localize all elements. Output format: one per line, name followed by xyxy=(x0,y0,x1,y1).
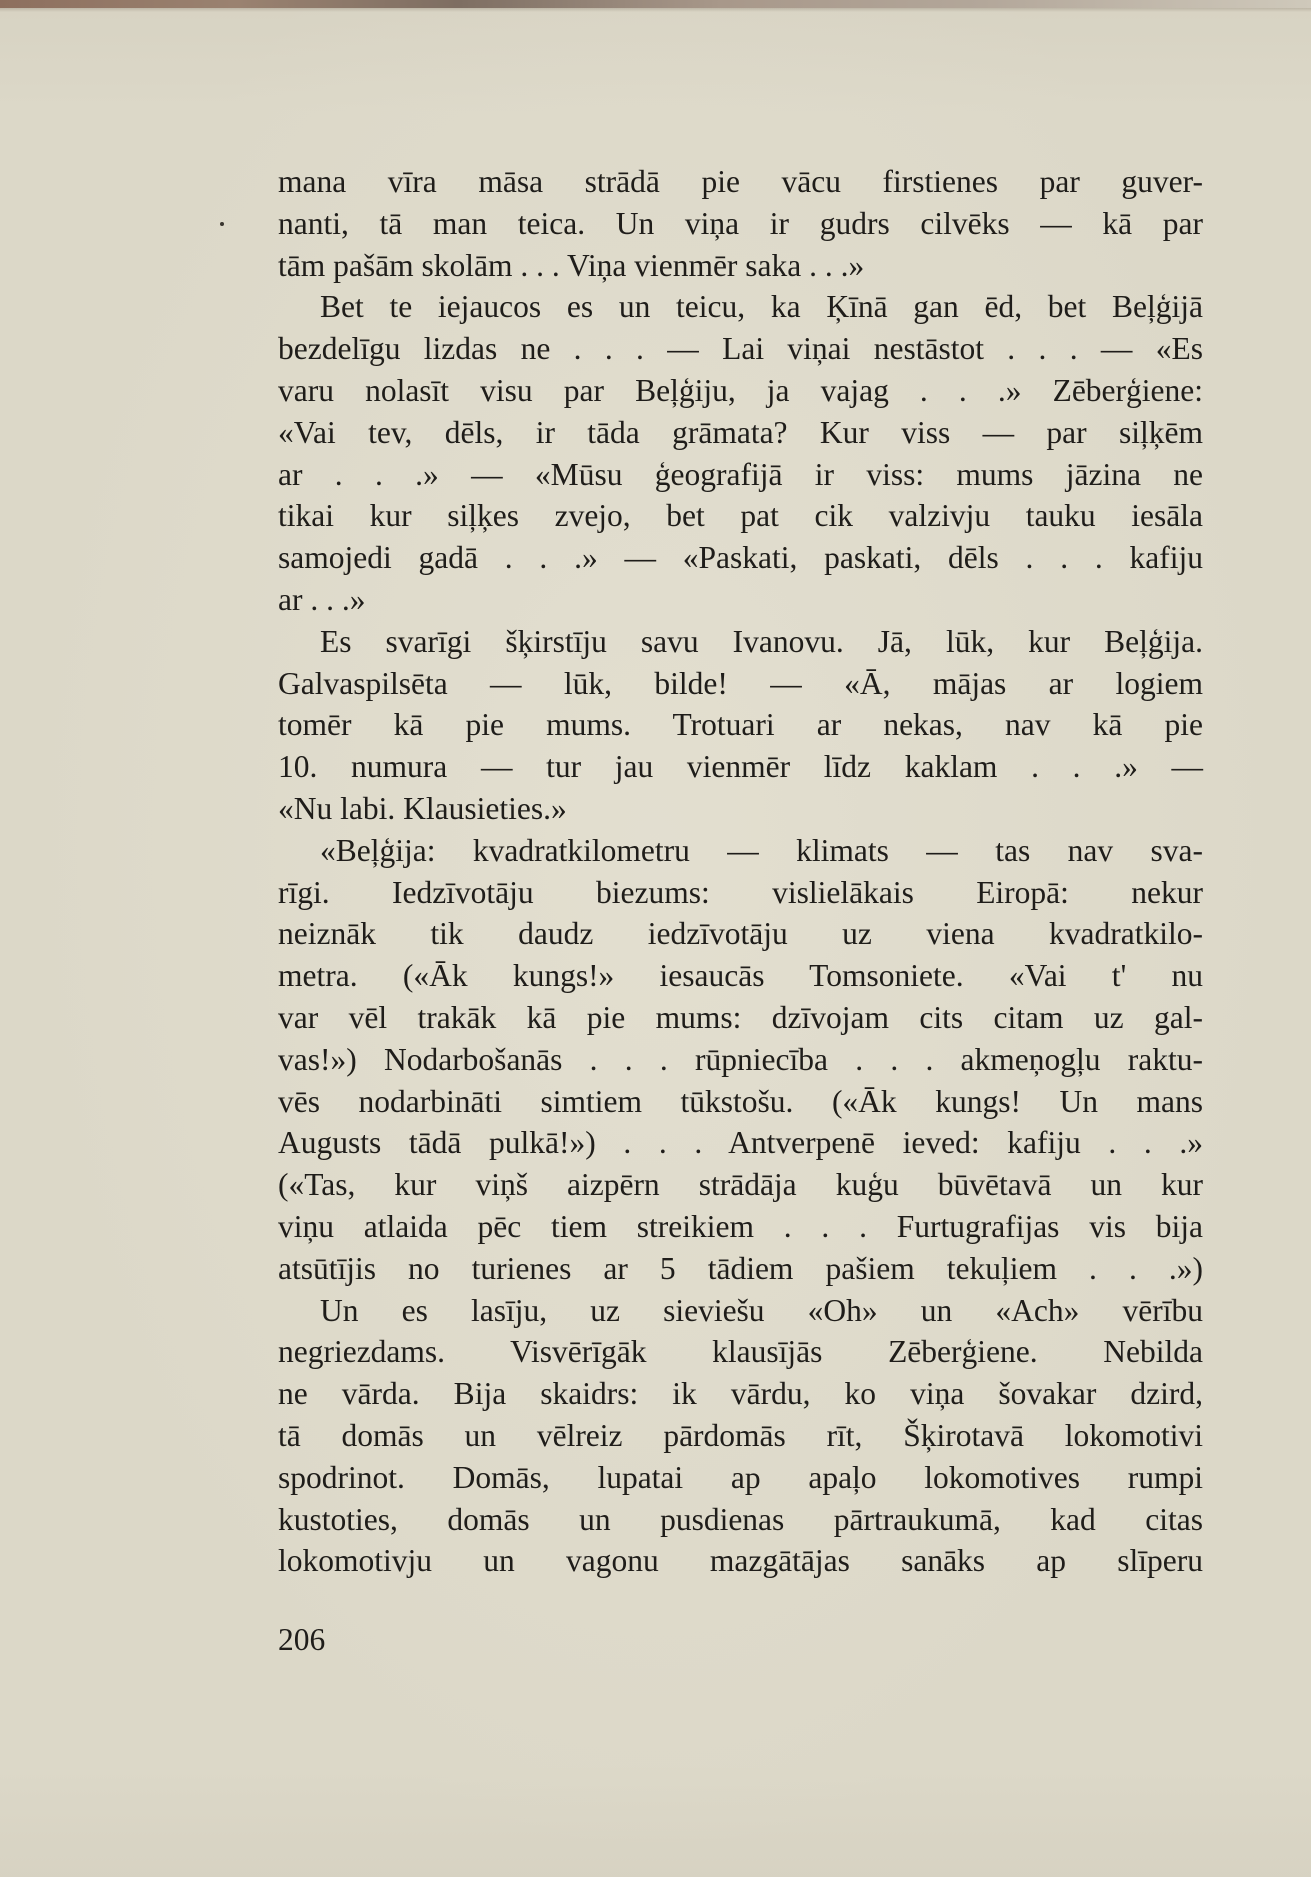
text-line: Galvaspilsēta — lūk, bilde! — «Ā, mājas ar logiem xyxy=(278,665,1203,701)
page-number: 206 xyxy=(278,1622,326,1657)
text-line: tām pašām skolām . . . Viņa vienmēr saka . . .» xyxy=(278,247,865,283)
text-line: viņu atlaida pēc tiem streikiem . . . Furtugrafijas vis bija xyxy=(278,1208,1203,1244)
page-top-edge-shadow xyxy=(0,8,1311,12)
text-line: kustoties, domās un pusdienas pārtraukumā, kad citas xyxy=(278,1501,1203,1537)
text-line: lokomotivju un vagonu mazgātājas sanāks ap slīperu xyxy=(278,1543,1203,1579)
text-line: 10. numura — tur jau vienmēr līdz kaklam . . .» — xyxy=(278,749,1203,785)
text-line: varu nolasīt visu par Beļģiju, ja vajag . . .» Zēberģiene: xyxy=(278,372,1203,408)
text-line: tomēr kā pie mums. Trotuari ar nekas, nav kā pie xyxy=(278,707,1203,743)
text-line: nanti, tā man teica. Un viņa ir gudrs cilvēks — kā par xyxy=(278,205,1203,241)
text-line: atsūtījis no turienes ar 5 tādiem pašiem tekuļiem . . .») xyxy=(278,1250,1203,1286)
text-line: var vēl trakāk kā pie mums: dzīvojam cits citam uz gal- xyxy=(278,999,1203,1035)
text-line: tā domās un vēlreiz pārdomās rīt, Šķirotavā lokomotivi xyxy=(278,1417,1203,1453)
text-line: negriezdams. Visvērīgāk klausījās Zēberģiene. Nebilda xyxy=(278,1334,1203,1370)
text-line: samojedi gadā . . .» — «Paskati, paskati, dēls . . . kafiju xyxy=(278,540,1203,576)
text-line: bezdelīgu lizdas ne . . . — Lai viņai nestāstot . . . — «Es xyxy=(278,331,1203,367)
text-line: («Tas, kur viņš aizpērn strādāja kuģu būvētavā un kur xyxy=(278,1167,1203,1203)
text-line: «Beļģija: kvadratkilometru — klimats — tas nav sva- xyxy=(320,832,1203,868)
text-line: «Vai tev, dēls, ir tāda grāmata? Kur viss — par siļķēm xyxy=(278,414,1203,450)
body-text xyxy=(278,161,1203,1582)
page-top-edge xyxy=(0,0,1311,8)
text-line: rīgi. Iedzīvotāju biezums: vislielākais Eiropā: nekur xyxy=(278,874,1203,910)
text-line: ar . . .» — «Mūsu ģeografijā ir viss: mums jāzina ne xyxy=(278,456,1203,492)
text-line: «Nu labi. Klausieties.» xyxy=(278,790,567,826)
text-line: ar . . .» xyxy=(278,581,366,617)
text-line: Bet te iejaucos es un teicu, ka Ķīnā gan ēd, bet Beļģijā xyxy=(320,289,1203,325)
text-line: Es svarīgi šķirstīju savu Ivanovu. Jā, lūk, kur Beļģija. xyxy=(320,623,1203,659)
ink-speck xyxy=(220,222,224,226)
text-line: tikai kur siļķes zvejo, bet pat cik valzivju tauku iesāla xyxy=(278,498,1203,534)
text-line: mana vīra māsa strādā pie vācu firstienes par guver- xyxy=(278,164,1203,199)
text-line: vēs nodarbināti simtiem tūkstošu. («Āk kungs! Un mans xyxy=(278,1083,1203,1119)
text-line: Un es lasīju, uz sieviešu «Oh» un «Ach» vērību xyxy=(320,1292,1203,1328)
text-line: metra. («Āk kungs!» iesaucās Tomsoniete. «Vai t' nu xyxy=(278,958,1203,994)
text-line: spodrinot. Domās, lupatai ap apaļo lokomotives rumpi xyxy=(278,1459,1203,1495)
text-line: neiznāk tik daudz iedzīvotāju uz viena kvadratkilo- xyxy=(278,916,1203,952)
text-line: ne vārda. Bija skaidrs: ik vārdu, ko viņa šovakar dzird, xyxy=(278,1376,1203,1412)
text-line: vas!») Nodarbošanās . . . rūpniecība . . . akmeņogļu raktu- xyxy=(278,1041,1203,1077)
text-line: Augusts tādā pulkā!») . . . Antverpenē ieved: kafiju . . .» xyxy=(278,1125,1203,1161)
